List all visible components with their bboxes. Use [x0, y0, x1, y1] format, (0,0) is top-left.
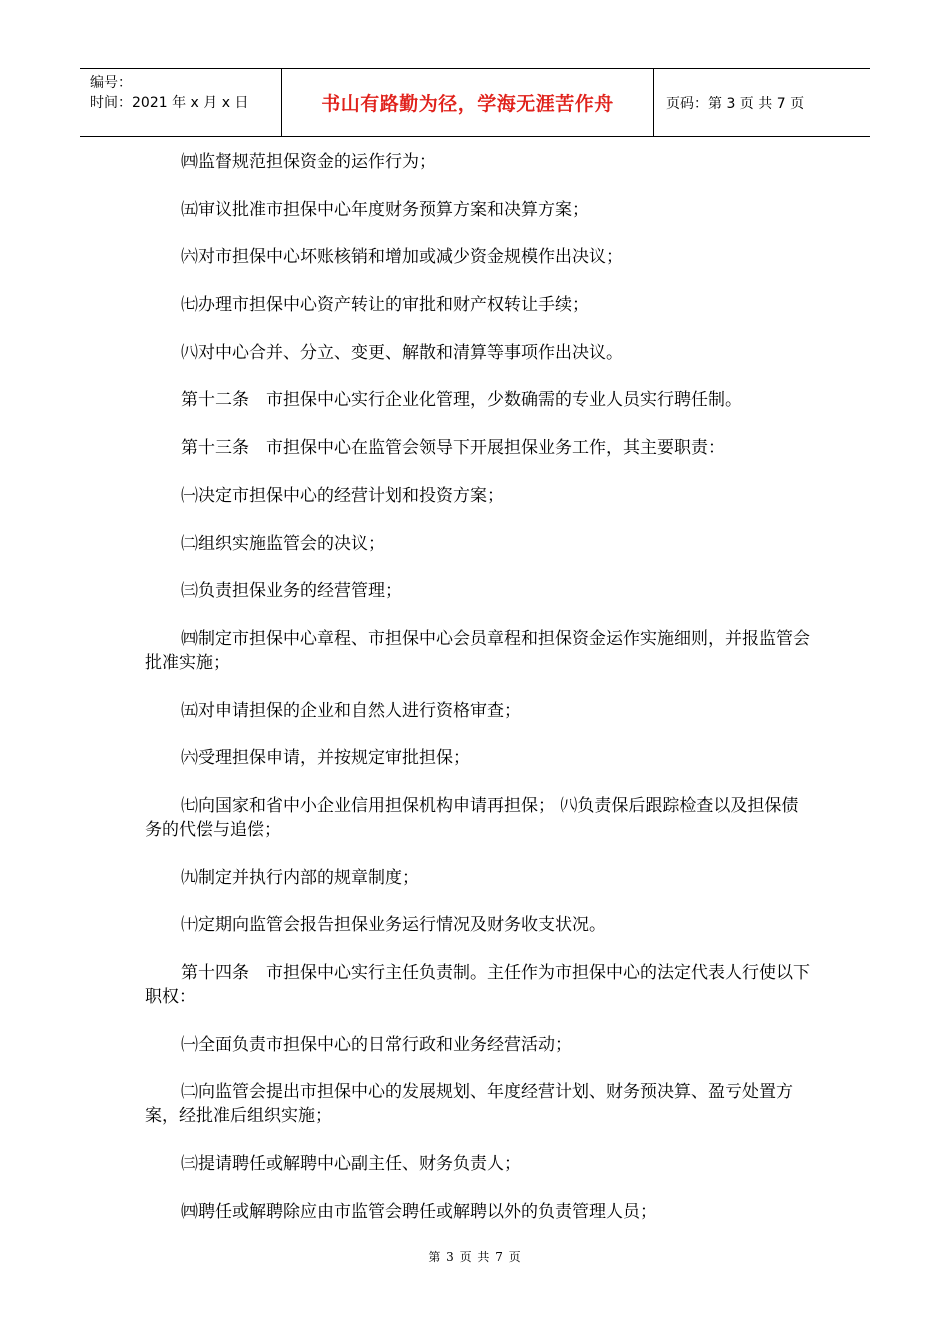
paragraph: ㈥受理担保申请，并按规定审批担保；	[181, 748, 470, 769]
header-motto: 书山有路勤为径，学海无涯苦作舟	[282, 69, 654, 136]
paragraph: ㈢负责担保业务的经营管理；	[181, 581, 402, 602]
paragraph: ㈣监督规范担保资金的运作行为；	[181, 152, 436, 172]
article-13: 第十三条 市担保中心在监管会领导下开展担保业务工作，其主要职责：	[181, 438, 725, 459]
page-header	[80, 68, 870, 137]
document-body	[145, 150, 810, 1247]
paragraph: ㈠全面负责市担保中心的日常行政和业务经营活动；	[181, 1034, 572, 1055]
paragraph: ㈡向监管会提出市担保中心的发展规划、年度经营计划、财务预决算、盈亏处置方案，经批准后组织实施；	[145, 1082, 793, 1127]
paragraph: ㈣聘任或解聘除应由市监管会聘任或解聘以外的负责管理人员；	[181, 1201, 657, 1222]
article-14: 第十四条 市担保中心实行主任负责制。主任作为市担保中心的法定代表人行使以下职权：	[145, 963, 810, 1007]
paragraph: ㈣制定市担保中心章程、市担保中心会员章程和担保资金运作实施细则，并报监管会批准实施；	[145, 628, 810, 673]
paragraph: ㈦办理市担保中心资产转让的审批和财产权转让手续；	[181, 295, 589, 316]
paragraph: ㈡组织实施监管会的决议；	[181, 533, 385, 554]
paragraph: ㈤审议批准市担保中心年度财务预算方案和决算方案；	[181, 199, 589, 220]
paragraph: ㈦向国家和省中小企业信用担保机构申请再担保； ㈧负责保后跟踪检查以及担保债务的代偿与追偿；	[145, 795, 799, 840]
page-footer: 第 3 页 共 7 页	[428, 1250, 522, 1264]
paragraph: ㈠决定市担保中心的经营计划和投资方案；	[181, 485, 504, 506]
paragraph: ㈥对市担保中心坏账核销和增加或减少资金规模作出决议；	[181, 247, 623, 268]
paragraph: ㈨制定并执行内部的规章制度；	[181, 867, 419, 888]
header-meta	[80, 69, 282, 136]
paragraph: ㈢提请聘任或解聘中心副主任、财务负责人；	[181, 1154, 521, 1175]
paragraph: ㈧对中心合并、分立、变更、解散和清算等事项作出决议。	[181, 342, 623, 363]
document-number-label: 编号：	[90, 75, 132, 91]
header-page-number: 页码：第 3 页 共 7 页	[666, 95, 805, 112]
document-date-label: 时间：2021 年 x 月 x 日	[90, 95, 249, 111]
article-12: 第十二条 市担保中心实行企业化管理，少数确需的专业人员实行聘任制。	[181, 390, 742, 411]
paragraph: ㈤对申请担保的企业和自然人进行资格审查；	[181, 700, 521, 721]
paragraph: ㈩定期向监管会报告担保业务运行情况及财务收支状况。	[181, 915, 606, 936]
